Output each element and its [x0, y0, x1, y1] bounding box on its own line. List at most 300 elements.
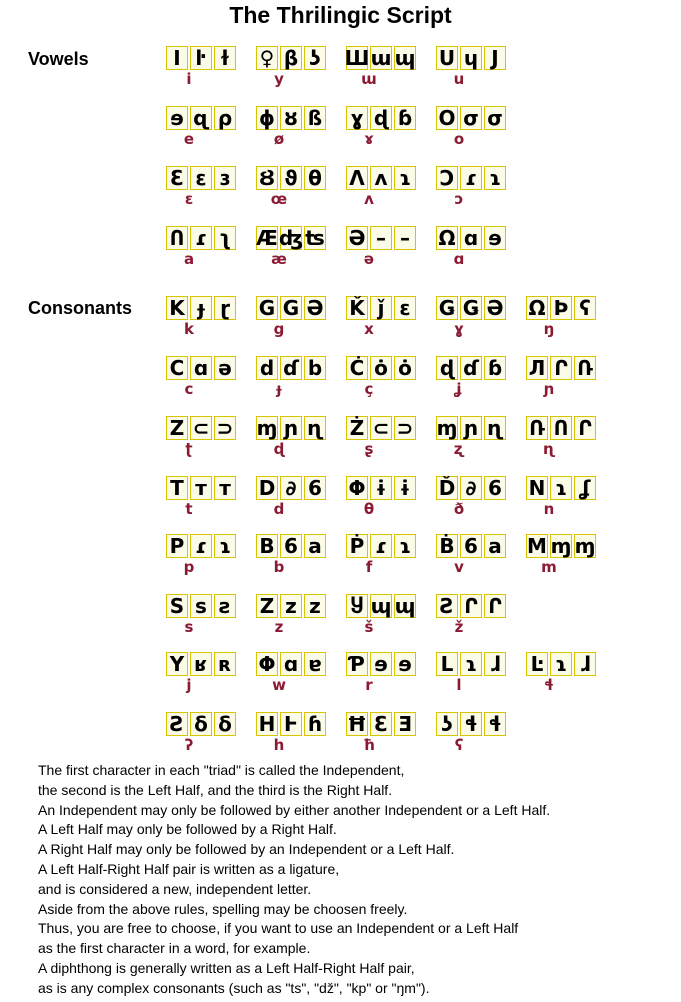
- right-half-glyph: т: [214, 476, 236, 500]
- phoneme-label: æ: [271, 250, 287, 268]
- letter-triad: [256, 416, 342, 464]
- left-half-glyph: ɑ: [280, 652, 302, 676]
- triad-glyphs: [436, 166, 522, 190]
- left-half-glyph: ɑ: [190, 356, 212, 380]
- letter-triad: [436, 416, 522, 464]
- independent-glyph: Λ: [346, 166, 368, 190]
- right-half-glyph: ʕ: [574, 296, 596, 320]
- letter-triad: [526, 534, 612, 582]
- left-half-glyph: ʁ: [190, 652, 212, 676]
- triad-glyphs: [346, 652, 432, 676]
- right-half-glyph: ɓ: [394, 106, 416, 130]
- triad-glyphs: [166, 712, 252, 736]
- letter-triad: [346, 594, 432, 642]
- independent-glyph: d: [256, 356, 278, 380]
- right-half-glyph: ɰ: [394, 46, 416, 70]
- phoneme-label: m: [541, 558, 557, 576]
- right-half-glyph: ɜ: [214, 166, 236, 190]
- triad-glyphs: [436, 534, 522, 558]
- note-line: A Left Half-Right Half pair is written as a ligature,: [38, 860, 340, 877]
- independent-glyph: P: [166, 534, 188, 558]
- triad-glyphs: [256, 166, 342, 190]
- left-half-glyph: ɾ: [190, 226, 212, 250]
- left-half-glyph: Ǥ: [460, 296, 482, 320]
- right-half-glyph: –: [394, 226, 416, 250]
- right-half-glyph: ɿ: [484, 166, 506, 190]
- phoneme-label: l: [456, 676, 462, 694]
- phoneme-label: ɟ: [276, 380, 282, 398]
- left-half-glyph: ⊂: [370, 416, 392, 440]
- letter-triad: [346, 166, 432, 214]
- right-half-glyph: ɘ: [394, 652, 416, 676]
- phoneme-label: ʂ: [364, 440, 374, 458]
- left-half-glyph: σ: [460, 106, 482, 130]
- letter-triad: [346, 534, 432, 582]
- left-half-glyph: s: [190, 594, 212, 618]
- independent-glyph: O: [436, 106, 458, 130]
- left-half-glyph: ɗ: [460, 356, 482, 380]
- triad-glyphs: [436, 652, 522, 676]
- triad-glyphs: [256, 46, 342, 70]
- independent-glyph: ɣ: [346, 106, 368, 130]
- phoneme-label: ɖ: [273, 440, 285, 458]
- independent-glyph: B: [256, 534, 278, 558]
- right-half-glyph: ʖ: [304, 46, 326, 70]
- independent-glyph: T: [166, 476, 188, 500]
- letter-triad: [256, 356, 342, 404]
- left-half-glyph: ɖ: [370, 106, 392, 130]
- triad-glyphs: [256, 652, 342, 676]
- left-half-glyph: δ: [190, 712, 212, 736]
- right-half-glyph: ʀ: [214, 652, 236, 676]
- phoneme-label: ŋ: [543, 320, 555, 338]
- right-half-glyph: ɘ: [484, 226, 506, 250]
- left-half-glyph: ȣ: [280, 106, 302, 130]
- independent-glyph: ♀: [256, 46, 278, 70]
- independent-glyph: Ω: [436, 226, 458, 250]
- letter-triad: [436, 296, 522, 344]
- letter-triad: [256, 534, 342, 582]
- triad-glyphs: [346, 476, 432, 500]
- note-line: The first character in each "triad" is called the Independent,: [38, 762, 405, 778]
- phoneme-label: ɯ: [361, 70, 377, 88]
- phoneme-label: w: [272, 676, 286, 694]
- right-half-glyph: θ: [304, 166, 326, 190]
- independent-glyph: I: [166, 46, 188, 70]
- left-half-glyph: ɋ: [190, 106, 212, 130]
- letter-triad: [436, 166, 522, 214]
- independent-glyph: ɖ: [436, 356, 458, 380]
- phoneme-label: ʕ: [454, 736, 464, 754]
- left-half-glyph: ȯ: [370, 356, 392, 380]
- triad-glyphs: [436, 476, 522, 500]
- letter-triad: [436, 356, 522, 404]
- right-half-glyph: ȯ: [394, 356, 416, 380]
- triad-glyphs: [256, 476, 342, 500]
- triad-glyphs: [346, 106, 432, 130]
- phoneme-label: ə: [363, 250, 375, 268]
- triad-glyphs: [346, 46, 432, 70]
- right-half-glyph: δ: [214, 712, 236, 736]
- left-half-glyph: G: [280, 296, 302, 320]
- left-half-glyph: ɱ: [550, 534, 572, 558]
- left-half-glyph: ɲ: [460, 416, 482, 440]
- letter-triad: [166, 476, 252, 524]
- right-half-glyph: ʆ: [574, 476, 596, 500]
- phoneme-label: g: [273, 320, 285, 338]
- right-half-glyph: ʅ: [214, 226, 236, 250]
- phoneme-label: z: [274, 618, 284, 636]
- left-half-glyph: ⊂: [190, 416, 212, 440]
- left-half-glyph: Ͱ: [280, 712, 302, 736]
- left-half-glyph: Ɛ: [370, 712, 392, 736]
- triad-glyphs: [166, 296, 252, 320]
- right-half-glyph: ɓ: [484, 356, 506, 380]
- left-half-glyph: ϑ: [280, 166, 302, 190]
- letter-triad: [346, 296, 432, 344]
- left-half-glyph: ɲ: [280, 416, 302, 440]
- independent-glyph: H: [256, 712, 278, 736]
- note-line: the second is the Left Half, and the third is the Right Half.: [38, 781, 393, 798]
- left-half-glyph: ʌ: [370, 166, 392, 190]
- left-half-glyph: ɟ: [190, 296, 212, 320]
- phoneme-label: i: [186, 70, 192, 88]
- letter-triad: [346, 46, 432, 94]
- independent-glyph: Ḃ: [436, 534, 458, 558]
- triad-glyphs: [166, 166, 252, 190]
- triad-glyphs: [436, 594, 522, 618]
- phoneme-label: ɛ: [184, 190, 194, 208]
- independent-glyph: Ə: [346, 226, 368, 250]
- letter-triad: [526, 296, 612, 344]
- phoneme-label: t: [185, 500, 193, 518]
- triad-glyphs: [526, 652, 612, 676]
- independent-glyph: Ͻ: [436, 166, 458, 190]
- phoneme-label: c: [184, 380, 194, 398]
- independent-glyph: Ǥ: [436, 296, 458, 320]
- letter-triad: [166, 594, 252, 642]
- phoneme-label: k: [184, 320, 194, 338]
- right-half-glyph: ɰ: [394, 594, 416, 618]
- independent-glyph: G: [256, 296, 278, 320]
- independent-glyph: K: [166, 296, 188, 320]
- phoneme-label: ɳ: [543, 440, 555, 458]
- right-half-glyph: ρ: [214, 106, 236, 130]
- independent-glyph: D: [256, 476, 278, 500]
- right-half-glyph: ɳ: [304, 416, 326, 440]
- left-half-glyph: Ր: [460, 594, 482, 618]
- phoneme-label: ç: [364, 380, 374, 398]
- independent-glyph: Ħ: [347, 712, 367, 736]
- independent-glyph: Ƥ: [346, 652, 368, 676]
- letter-triad: [256, 296, 342, 344]
- left-half-glyph: ɘ: [370, 652, 392, 676]
- independent-glyph: Z: [256, 594, 278, 618]
- triad-glyphs: [346, 416, 432, 440]
- triad-glyphs: [256, 106, 342, 130]
- letter-triad: [526, 652, 612, 700]
- left-half-glyph: 6: [280, 534, 302, 558]
- letter-triad: [436, 46, 522, 94]
- left-half-glyph: ɿ: [550, 476, 572, 500]
- left-half-glyph: ɰ: [370, 594, 392, 618]
- triad-glyphs: [346, 356, 432, 380]
- right-half-glyph: Ə: [304, 296, 326, 320]
- phoneme-label: ɤ: [364, 130, 374, 148]
- letter-triad: [436, 226, 522, 274]
- independent-glyph: Z: [166, 416, 188, 440]
- triad-glyphs: [346, 534, 432, 558]
- independent-glyph: Y: [166, 652, 188, 676]
- right-half-glyph: ɛ: [394, 296, 416, 320]
- note-line: A Right Half may only be followed by an Independent or a Left Half.: [38, 841, 455, 858]
- left-half-glyph: ε: [190, 166, 212, 190]
- left-half-glyph: –: [370, 226, 392, 250]
- phoneme-label: u: [453, 70, 465, 88]
- independent-glyph: Ⴘ: [346, 594, 368, 618]
- left-half-glyph: ɯ: [370, 46, 392, 70]
- triad-glyphs: [166, 594, 252, 618]
- triad-glyphs: [526, 476, 612, 500]
- independent-glyph: Ո: [166, 226, 188, 250]
- phoneme-label: ð: [453, 500, 465, 518]
- independent-glyph: ʖ: [436, 712, 458, 736]
- triad-glyphs: [256, 594, 342, 618]
- right-half-glyph: σ: [484, 106, 506, 130]
- note-line: Aside from the above rules, spelling may be choosen freely.: [38, 900, 408, 917]
- phoneme-label: y: [274, 70, 284, 88]
- phoneme-label: v: [454, 558, 464, 576]
- triad-glyphs: [436, 106, 522, 130]
- left-half-glyph: ǰ: [370, 296, 392, 320]
- right-half-glyph: ɿ: [394, 534, 416, 558]
- triad-glyphs: [436, 226, 522, 250]
- triad-glyphs: [436, 356, 522, 380]
- triad-glyphs: [166, 226, 252, 250]
- independent-glyph: Ш: [344, 46, 370, 70]
- right-half-glyph: ɦ: [304, 712, 326, 736]
- independent-glyph: M: [527, 534, 547, 558]
- left-half-glyph: ɬ: [460, 712, 482, 736]
- letter-triad: [256, 712, 342, 760]
- triad-glyphs: [436, 712, 522, 736]
- right-half-glyph: Ə: [484, 296, 506, 320]
- letter-triad: [166, 712, 252, 760]
- note-line: as is any complex consonants (such as "ts", "dž", "kp" or "ŋm").: [38, 979, 430, 996]
- left-half-glyph: β: [280, 46, 302, 70]
- letter-triad: [256, 476, 342, 524]
- letter-triad: [256, 106, 342, 154]
- right-half-glyph: ɺ: [484, 652, 506, 676]
- right-half-glyph: 6: [484, 476, 506, 500]
- left-half-glyph: т: [190, 476, 212, 500]
- letter-triad: [346, 476, 432, 524]
- rules-text: [38, 761, 668, 999]
- independent-glyph: Ω: [526, 296, 548, 320]
- right-half-glyph: ɿ: [394, 166, 416, 190]
- triad-glyphs: [166, 356, 252, 380]
- triad-glyphs: [436, 46, 522, 70]
- right-half-glyph: ɳ: [484, 416, 506, 440]
- phoneme-label: a: [183, 250, 195, 268]
- left-half-glyph: ɾ: [370, 534, 392, 558]
- letter-triad: [346, 106, 432, 154]
- triad-glyphs: [256, 226, 342, 250]
- independent-glyph: Ċ: [346, 356, 368, 380]
- left-half-glyph: ɥ: [460, 46, 482, 70]
- triad-glyphs: [256, 712, 342, 736]
- right-half-glyph: a: [304, 534, 326, 558]
- note-line: An Independent may only be followed by either another Independent or a Left Half.: [38, 801, 551, 818]
- letter-triad: [526, 416, 612, 464]
- phoneme-label: h: [273, 736, 285, 754]
- phoneme-label: x: [364, 320, 374, 338]
- right-half-glyph: Ր: [574, 416, 596, 440]
- independent-glyph: S: [166, 594, 188, 618]
- letter-triad: [436, 594, 522, 642]
- phoneme-label: ɬ: [543, 676, 555, 694]
- letter-triad: [436, 106, 522, 154]
- letter-triad: [526, 476, 612, 524]
- right-half-glyph: ɫ: [214, 46, 236, 70]
- triad-glyphs: [256, 534, 342, 558]
- letter-triad: [436, 476, 522, 524]
- left-half-glyph: z: [280, 594, 302, 618]
- right-half-glyph: ɽ: [214, 296, 236, 320]
- right-half-glyph: ⊃: [214, 416, 236, 440]
- left-half-glyph: ɿ: [550, 652, 572, 676]
- note-line: as the first character in a word, for example.: [38, 940, 311, 957]
- triad-glyphs: [346, 226, 432, 250]
- independent-glyph: Ǩ: [346, 296, 368, 320]
- letter-triad: [166, 296, 252, 344]
- left-half-glyph: ɗ: [280, 356, 302, 380]
- phoneme-label: ɣ: [454, 320, 464, 338]
- independent-glyph: ɸ: [256, 106, 278, 130]
- left-half-glyph: ∂: [460, 476, 482, 500]
- phoneme-label: ʝ: [456, 380, 462, 398]
- triad-glyphs: [526, 296, 612, 320]
- left-half-glyph: 6: [460, 534, 482, 558]
- letter-triad: [256, 166, 342, 214]
- triad-glyphs: [526, 356, 612, 380]
- phoneme-label: ɲ: [543, 380, 555, 398]
- triad-glyphs: [526, 534, 612, 558]
- right-half-glyph: ⊃: [394, 416, 416, 440]
- right-half-glyph: ɿ: [214, 534, 236, 558]
- left-half-glyph: Ϸ: [550, 296, 572, 320]
- phoneme-label: ø: [273, 130, 285, 148]
- phoneme-label: š: [364, 618, 374, 636]
- letter-triad: [166, 652, 252, 700]
- phoneme-label: j: [186, 676, 192, 694]
- phoneme-label: o: [453, 130, 465, 148]
- letter-triad: [346, 416, 432, 464]
- independent-glyph: Ƨ: [166, 712, 188, 736]
- triad-glyphs: [436, 416, 522, 440]
- independent-glyph: Ď: [436, 476, 458, 500]
- left-half-glyph: ∂: [280, 476, 302, 500]
- right-half-glyph: b: [304, 356, 326, 380]
- note-line: Thus, you are free to choose, if you want to use an Independent or a Left Half: [38, 920, 519, 937]
- phoneme-label: p: [183, 558, 195, 576]
- triad-glyphs: [436, 296, 522, 320]
- independent-glyph: Л: [526, 356, 548, 380]
- left-half-glyph: Ր: [550, 356, 572, 380]
- letter-triad: [436, 712, 522, 760]
- right-half-glyph: ß: [304, 106, 326, 130]
- independent-glyph: Ɛ: [166, 166, 188, 190]
- phoneme-label: ʔ: [184, 736, 194, 754]
- phoneme-label: s: [184, 618, 194, 636]
- letter-triad: [346, 226, 432, 274]
- right-half-glyph: ɬ: [484, 712, 506, 736]
- triad-glyphs: [346, 594, 432, 618]
- note-line: A diphthong is generally written as a Left Half-Right Half pair,: [38, 959, 415, 976]
- independent-glyph: Ṗ: [346, 534, 368, 558]
- letter-triad: [346, 356, 432, 404]
- letter-triad: [436, 534, 522, 582]
- independent-glyph: Ȣ: [256, 166, 278, 190]
- phoneme-label: θ: [363, 500, 375, 518]
- letter-triad: [166, 226, 252, 274]
- consonants-heading: Consonants: [28, 298, 133, 318]
- right-half-glyph: ɱ: [574, 534, 596, 558]
- right-half-glyph: a: [484, 534, 506, 558]
- right-half-glyph: J: [484, 46, 506, 70]
- independent-glyph: L: [436, 652, 458, 676]
- triad-glyphs: [526, 416, 612, 440]
- independent-glyph: C: [166, 356, 188, 380]
- independent-glyph: U: [436, 46, 458, 70]
- letter-triad: [526, 356, 612, 404]
- independent-glyph: Ŀ: [526, 652, 548, 676]
- right-half-glyph: ə: [214, 356, 236, 380]
- independent-glyph: Ƨ: [436, 594, 458, 618]
- note-line: A Left Half may only be followed by a Right Half.: [38, 821, 337, 838]
- right-half-glyph: Ǝ: [394, 712, 416, 736]
- letter-triad: [166, 46, 252, 94]
- note-line: and is considered a new, independent letter.: [38, 880, 312, 897]
- vowels-heading: Vowels: [28, 49, 89, 69]
- triad-glyphs: [256, 416, 342, 440]
- letter-triad: [256, 46, 342, 94]
- independent-glyph: ɘ: [166, 106, 188, 130]
- phoneme-label: e: [183, 130, 195, 148]
- independent-glyph: Φ: [346, 476, 368, 500]
- triad-glyphs: [346, 296, 432, 320]
- phoneme-label: n: [543, 500, 555, 518]
- triad-glyphs: [166, 416, 252, 440]
- letter-triad: [256, 226, 342, 274]
- right-half-glyph: 6: [304, 476, 326, 500]
- letter-triad: [166, 106, 252, 154]
- right-half-glyph: ʦ: [305, 226, 325, 250]
- right-half-glyph: ƨ: [214, 594, 236, 618]
- triad-glyphs: [346, 166, 432, 190]
- letter-triad: [256, 594, 342, 642]
- independent-glyph: Æ: [256, 226, 278, 250]
- letter-triad: [166, 166, 252, 214]
- left-half-glyph: ʤ: [278, 226, 304, 250]
- right-half-glyph: ɺ: [574, 652, 596, 676]
- phoneme-label: r: [365, 676, 373, 694]
- right-half-glyph: ɨ: [394, 476, 416, 500]
- triad-glyphs: [166, 652, 252, 676]
- letter-triad: [166, 534, 252, 582]
- right-half-glyph: Ր: [484, 594, 506, 618]
- triad-glyphs: [256, 296, 342, 320]
